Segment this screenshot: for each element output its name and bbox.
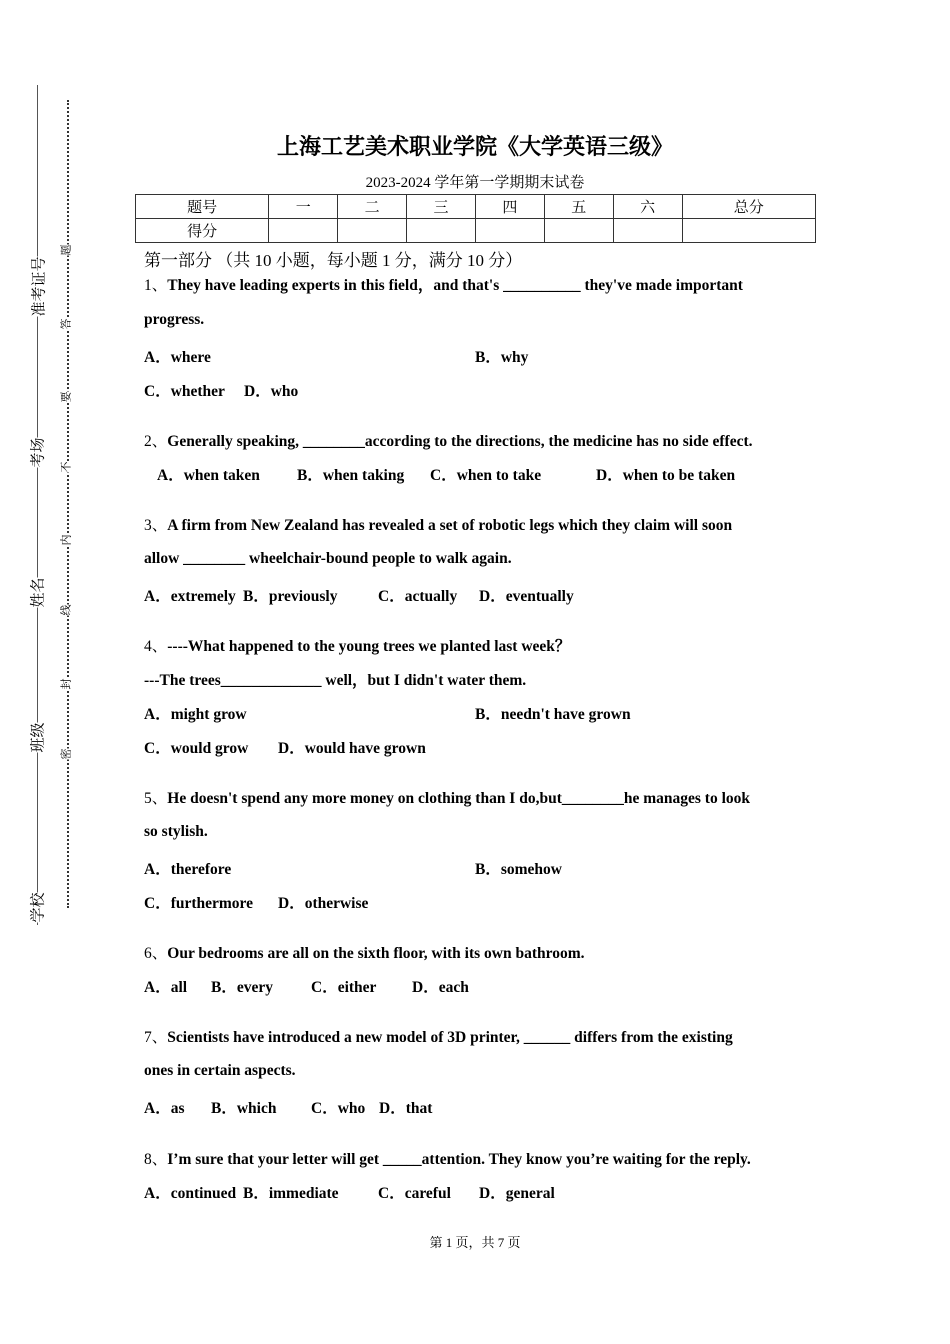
table-cell	[269, 219, 338, 243]
question-text: They have leading experts in this field，and that's __________ they've made important	[167, 277, 743, 294]
table-cell: 题号	[136, 195, 269, 219]
table-header-row	[136, 195, 816, 219]
seal-char: 密	[56, 749, 76, 760]
option-d[interactable]: D．that	[379, 1100, 433, 1117]
table-cell: 一	[269, 195, 338, 219]
option-d[interactable]: D．general	[479, 1185, 555, 1202]
option-d[interactable]: D．eventually	[479, 588, 574, 605]
question-number: 4、	[144, 638, 168, 655]
question-8	[144, 1147, 751, 1169]
table-cell	[338, 219, 407, 243]
question-number: 5、	[144, 790, 168, 807]
option-d[interactable]: D．otherwise	[278, 895, 369, 912]
question-text: allow ________ wheelchair-bound people to walk again.	[144, 550, 512, 567]
question-6	[144, 941, 585, 963]
table-cell	[613, 219, 682, 243]
option-c[interactable]: C．either	[311, 979, 377, 996]
question-number: 7、	[144, 1029, 168, 1046]
question-number: 2、	[144, 433, 168, 450]
option-b[interactable]: B．why	[475, 349, 529, 366]
option-b[interactable]: B．previously	[243, 588, 338, 605]
option-c[interactable]: C．whether	[144, 383, 225, 400]
table-cell	[475, 219, 544, 243]
option-b[interactable]: B．which	[211, 1100, 277, 1117]
question-text: A firm from New Zealand has revealed a set of robotic legs which they claim will soon	[167, 517, 733, 534]
option-a[interactable]: A．all	[144, 979, 188, 996]
question-number: 6、	[144, 945, 168, 962]
option-a[interactable]: A．when taken	[157, 467, 260, 484]
option-d[interactable]: D．would have grown	[278, 740, 426, 757]
class-label: 班级	[23, 722, 52, 752]
table-cell: 五	[544, 195, 613, 219]
seal-char: 要	[56, 392, 76, 403]
seal-char: 内	[56, 535, 76, 546]
seal-char: 不	[56, 462, 76, 473]
question-1	[144, 273, 743, 295]
option-c[interactable]: C．careful	[378, 1185, 451, 1202]
option-d[interactable]: D．who	[244, 383, 299, 400]
subtitle: 2023-2024 学年第一学期期末试卷	[365, 175, 585, 191]
ticket-number-label: 准考证号	[24, 256, 53, 316]
option-b[interactable]: B．needn't have grown	[475, 706, 631, 723]
option-c[interactable]: C．actually	[378, 588, 458, 605]
table-row	[136, 219, 816, 243]
question-text: ones in certain aspects.	[144, 1062, 296, 1079]
seal-dotted-line	[67, 100, 69, 908]
option-a[interactable]: A．extremely	[144, 588, 236, 605]
question-5	[144, 786, 750, 808]
table-cell: 六	[613, 195, 682, 219]
seal-char: 封	[56, 679, 76, 690]
question-text: Generally speaking, ________according to the directions, the medicine has no side effect.	[167, 433, 753, 450]
option-a[interactable]: A．where	[144, 349, 211, 366]
option-d[interactable]: D．each	[412, 979, 469, 996]
question-text: so stylish.	[144, 823, 208, 840]
question-4	[144, 634, 570, 656]
table-cell: 总分	[682, 195, 815, 219]
school-label: 学校	[23, 892, 52, 922]
question-3	[144, 513, 732, 535]
table-cell	[407, 219, 476, 243]
option-c[interactable]: C．would grow	[144, 740, 249, 757]
option-c[interactable]: C．when to take	[430, 467, 542, 484]
option-b[interactable]: B．immediate	[243, 1185, 339, 1202]
option-d[interactable]: D．when to be taken	[596, 467, 736, 484]
question-text: He doesn't spend any more money on clothing than I do,but________he manages to look	[167, 790, 751, 807]
page-footer: 第 1 页，共 7 页	[429, 1235, 521, 1250]
question-text: progress.	[144, 311, 205, 328]
option-c[interactable]: C．furthermore	[144, 895, 254, 912]
score-table	[135, 194, 816, 243]
option-a[interactable]: A．therefore	[144, 861, 232, 878]
table-cell: 四	[475, 195, 544, 219]
table-cell: 得分	[136, 219, 269, 243]
exam-room-label: 考场	[23, 437, 52, 467]
question-text: ---The trees_____________ well，but I didn't water them.	[144, 672, 527, 689]
question-2	[144, 429, 753, 451]
question-text: Scientists have introduced a new model of 3D printer, ______ differs from the existing	[167, 1029, 733, 1046]
option-a[interactable]: A．continued	[144, 1185, 237, 1202]
question-text: Our bedrooms are all on the sixth floor, with its own bathroom.	[167, 945, 585, 962]
table-cell: 二	[338, 195, 407, 219]
option-b[interactable]: B．somehow	[475, 861, 562, 878]
option-a[interactable]: A．as	[144, 1100, 185, 1117]
question-text: I’m sure that your letter will get _____attention. They know you’re waiting for the reply.	[167, 1151, 751, 1168]
binding-line	[37, 85, 38, 925]
section-heading: 第一部分 （共 10 小题，每小题 1 分，满分 10 分）	[144, 251, 523, 270]
question-7	[144, 1025, 733, 1047]
table-cell	[544, 219, 613, 243]
seal-char: 题	[56, 245, 76, 256]
question-number: 8、	[144, 1151, 168, 1168]
page-title: 上海工艺美术职业学院《大学英语三级》	[276, 135, 673, 160]
question-number: 1、	[144, 277, 168, 294]
seal-char: 线	[56, 605, 76, 616]
seal-char: 答	[56, 319, 76, 330]
table-cell: 三	[407, 195, 476, 219]
question-number: 3、	[144, 517, 168, 534]
option-b[interactable]: B．when taking	[297, 467, 405, 484]
question-text: ----What happened to the young trees we planted last week？	[167, 638, 571, 655]
table-cell	[682, 219, 815, 243]
option-a[interactable]: A．might grow	[144, 706, 247, 723]
option-b[interactable]: B．every	[211, 979, 273, 996]
option-c[interactable]: C．who	[311, 1100, 366, 1117]
name-label: 姓名	[23, 577, 52, 607]
